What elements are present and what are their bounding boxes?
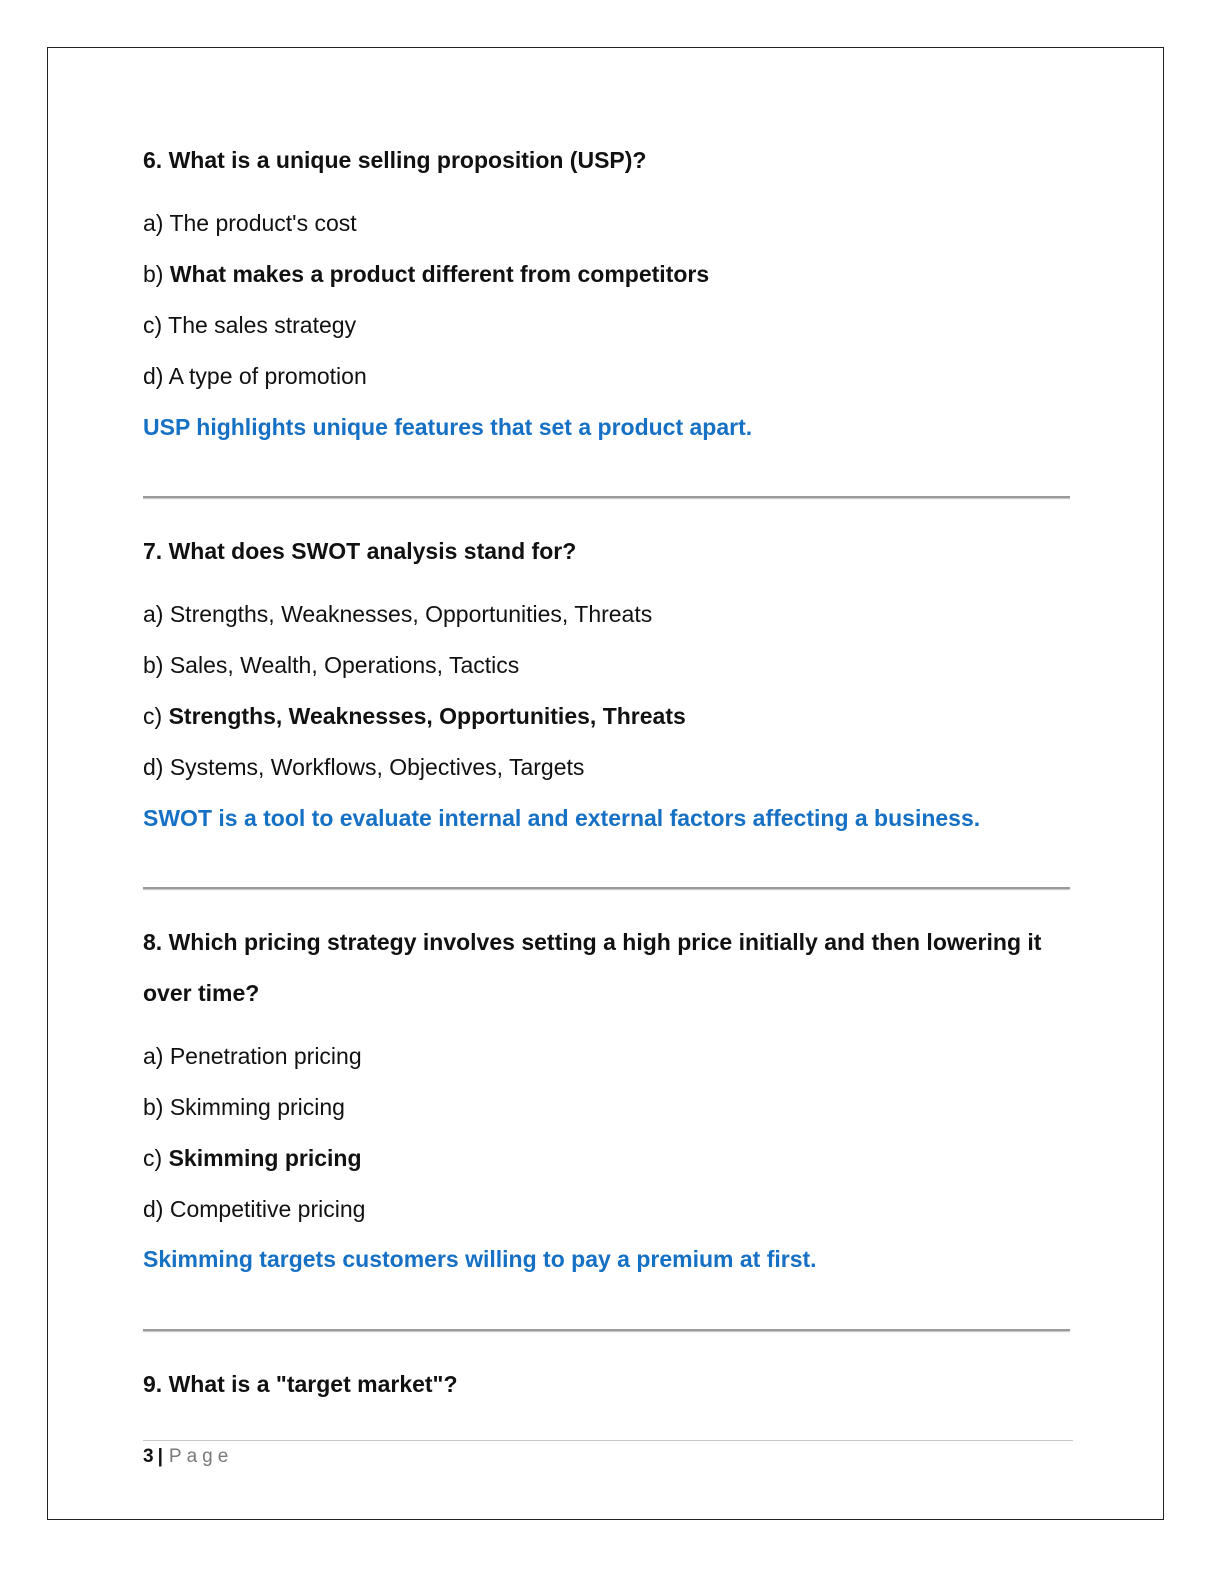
section-divider: [143, 496, 1070, 498]
explanation-8: Skimming targets customers willing to pay a premium at first.: [143, 1246, 817, 1272]
option-6d: d) A type of promotion: [143, 363, 367, 389]
option-8d: d) Competitive pricing: [143, 1196, 366, 1222]
option-7d: d) Systems, Workflows, Objectives, Targets: [143, 754, 585, 780]
option-8c-correct: c) Skimming pricing: [143, 1145, 362, 1171]
page-footer: [143, 1446, 233, 1468]
question-7-title: 7. What does SWOT analysis stand for?: [143, 538, 577, 564]
option-8a: a) Penetration pricing: [143, 1043, 362, 1069]
page-number: 3: [143, 1446, 154, 1467]
explanation-7: SWOT is a tool to evaluate internal and external factors affecting a business.: [143, 805, 981, 831]
footer-rule: [143, 1440, 1073, 1441]
explanation-6: USP highlights unique features that set a product apart.: [143, 414, 753, 440]
option-7b: b) Sales, Wealth, Operations, Tactics: [143, 652, 520, 678]
option-7a: a) Strengths, Weaknesses, Opportunities, Threats: [143, 601, 653, 627]
option-6c: c) The sales strategy: [143, 312, 357, 338]
section-divider: [143, 887, 1070, 889]
footer-separator: |: [157, 1446, 163, 1467]
option-6a: a) The product's cost: [143, 210, 357, 236]
option-6b-correct: b) What makes a product different from competitors: [143, 261, 710, 287]
question-8-title: 8. Which pricing strategy involves setting a high price initially and then lowering it over time?: [143, 929, 1042, 1006]
section-divider: [143, 1329, 1070, 1331]
question-9-title: 9. What is a "target market"?: [143, 1371, 458, 1397]
page-label: Page: [168, 1446, 234, 1467]
option-8b: b) Skimming pricing: [143, 1094, 345, 1120]
option-7c-correct: c) Strengths, Weaknesses, Opportunities, Threats: [143, 703, 686, 729]
question-6-title: 6. What is a unique selling proposition (USP)?: [143, 147, 647, 173]
